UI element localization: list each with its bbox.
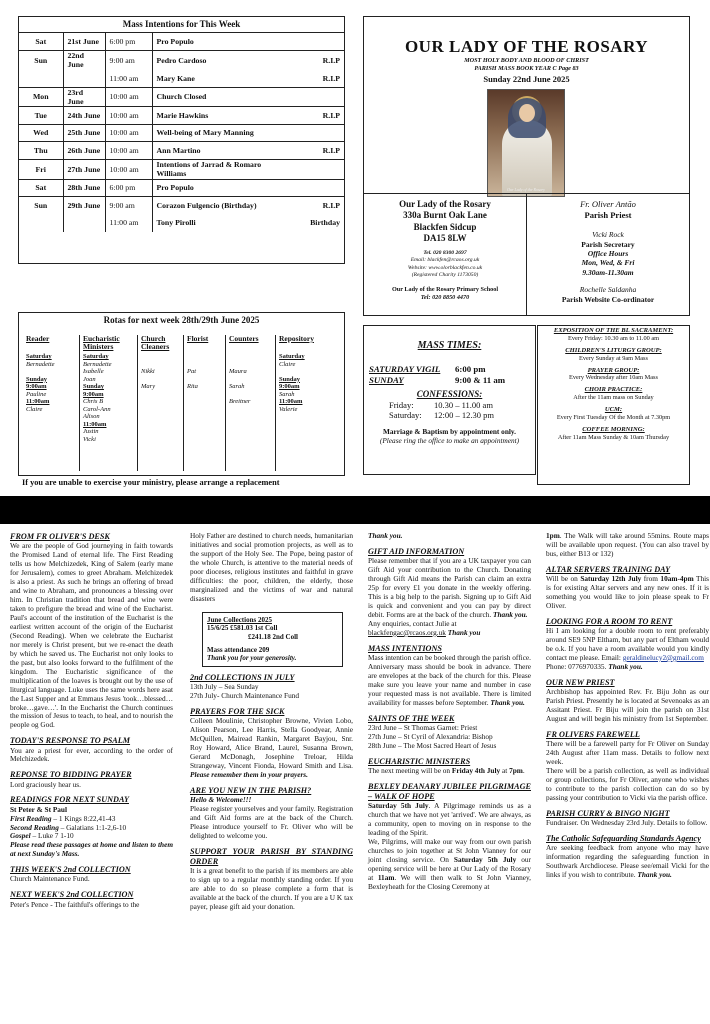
- rotas-grid: [23, 335, 340, 471]
- group-detail: Every Wednesday after 10am Mass: [569, 374, 658, 382]
- group-detail: After 11am Mass Sunday & 10am Thursday: [557, 433, 670, 441]
- mass-intentions-box: [18, 16, 345, 264]
- rota-entry: [187, 353, 222, 361]
- mass-attendance: Mass attendance 209: [207, 645, 270, 654]
- standing-order-thanks: Thank you.: [368, 531, 403, 540]
- saint-item: 27th June – St Cyril of Alexandria: Bishop: [368, 731, 493, 741]
- curry-night-text: Fundraiser. On Wednesday 23rd July. Details to follow.: [546, 817, 708, 827]
- rota-entry: Rita: [187, 383, 198, 390]
- altar-servers-title: ALTAR SERVERS TRAINING DAY: [546, 564, 671, 574]
- group-title: EXPOSITION OF THE BL SACRAMENT:: [553, 327, 674, 334]
- bexley-date: Saturday 5th July: [368, 800, 429, 810]
- safeguarding-title: The Catholic Safeguarding Standards Agency: [546, 833, 701, 843]
- rota-column: [23, 335, 79, 471]
- mass-intention-day: Fri: [19, 159, 63, 179]
- mass-intention-time: 10:00 am: [105, 124, 152, 142]
- mass-intention-row: [19, 214, 344, 232]
- july-collections-title: 2nd COLLECTIONS IN JULY: [190, 672, 295, 682]
- reading2: – Galatians 1:1-2,6-10: [58, 822, 127, 832]
- bexley-continued: . The Walk will take around 55mins. Route maps will be available upon request. (You can also travel by bus, either B13 or 132): [546, 531, 709, 558]
- rota-column: [183, 335, 225, 471]
- rota-entry: Claire: [279, 360, 296, 368]
- vigil-time: 6:00 pm: [455, 364, 486, 374]
- mass-intention-time: 11:00 am: [105, 214, 152, 232]
- bexley-title: BEXLEY DEANARY JUBILEE PILGRIMAGE – WALK OF HOPE: [368, 781, 531, 801]
- sunday-date: Sunday 22nd June 2025: [483, 74, 570, 84]
- new-hello: Hello & Welcome!!!: [190, 794, 252, 804]
- rota-entry: [26, 368, 76, 376]
- mass-intention-note: R.I.P: [296, 142, 344, 160]
- rota-entry: Joan: [83, 375, 96, 383]
- rota-header: Counters: [229, 334, 259, 343]
- mass-intention-day: Wed: [19, 124, 63, 142]
- collections-thanks: Thank you for your generosity.: [207, 654, 297, 663]
- em-date: Friday 4th July: [451, 765, 501, 775]
- next-collection-text: Peter's Pence - The faithful's offerings to the: [10, 899, 140, 909]
- web-coordinator-role: Parish Website Co-ordinator: [561, 294, 655, 304]
- mass-intention-time: 10:00 am: [105, 159, 152, 179]
- bexley-text-2: We, Pilgrims, will make our way from our own parish churches to join together at St John Vianney for our joint closing service. On: [368, 836, 531, 864]
- readings-title: READINGS FOR NEXT SUNDAY: [10, 795, 129, 805]
- rotas-box: [18, 312, 345, 476]
- address-line: Our Lady of the Rosary: [399, 199, 491, 209]
- mass-times-box: [363, 325, 536, 475]
- group-title: CHOIR PRACTICE:: [584, 386, 643, 394]
- priest-role: Parish Priest: [584, 209, 632, 220]
- mass-intention-day: Sat: [19, 33, 63, 51]
- collection-line-1: 15/6/25 £581.03 1st Coll: [207, 624, 278, 633]
- em-title: EUCHARISTIC MINISTERS: [368, 756, 471, 766]
- rota-column: [225, 335, 275, 471]
- mass-intention-day: Thu: [19, 142, 63, 160]
- saints-title: SAINTS OF THE WEEK: [368, 713, 455, 723]
- group-title: PRAYER GROUP:: [587, 366, 640, 374]
- rota-entry: [141, 361, 180, 369]
- mass-intention-day: Tue: [19, 107, 63, 125]
- mass-intention-time: 10:00 am: [105, 107, 152, 125]
- rota-entry: Pauline: [26, 390, 47, 398]
- bexley-text-1: . A Pilgrimage reminds us as a church that we have not yet 'arrived'. We are always, as a community, open to moving on in response to the leading of the Spirit.: [368, 800, 531, 837]
- mass-intention-note: R.I.P: [296, 107, 344, 125]
- mass-intention-time: 6:00 pm: [105, 179, 152, 197]
- parish-address: [364, 199, 526, 301]
- our-lady-image: [487, 89, 565, 197]
- this-collection-text: Church Maintenance Fund.: [10, 874, 90, 884]
- mass-intention-row: [19, 197, 344, 215]
- new-text: Please register yourselves and your family. Registration and Gift Aid forms are at the back of the Church. Please introduce yourself to Fr. Oliver who will be delighted to welcome you.: [190, 803, 353, 840]
- rota-entry: Valerie: [279, 405, 298, 413]
- confessions-title: CONFESSIONS:: [416, 389, 483, 400]
- text-column-4: [546, 532, 709, 880]
- saint-item: 28th June – The Most Sacred Heart of Jesus: [368, 740, 497, 750]
- group-detail: After the 11am mass on Sunday: [573, 394, 654, 402]
- rota-entry: 9:00am: [26, 383, 47, 390]
- text-column-3: Thank you. GIFT AID INFORMATION Please remember that if you are a UK taxpayer you can Gift Aid your contribution to the Church. Donating through Gift Aid means the Parish can claim an extra 25p for every £1 you donate in the weekly offering. This is a big help to the parish. Signing up to Gift Aid is quick and convenient and you can pay by direct debit. Forms are at the back of the church. Thank you. Any enquiries, contact Julie at blackfengac@rcaos.org.uk Thank you MASS INTENTIONS Mass intention can be booked through the parish office. Anniversary mass should be book in advance. There are envelopes at the back of the church for this. Please make sure you leave your name and number in case your requested mass is not available. There is limited availability for masses before September. Thank you. SAINTS OF THE WEEK 23rd June – St Thomas Garnet: Priest 27th June – St Cyril of Alexandria: Bishop 28th June – The Most Sacred Heart of Jesus EUCHARISTIC MINISTERS The next meeting will be on Friday 4th July at 7pm. BEXLEY DEANARY JUBILEE PILGRIMAGE – WALK OF HOPE Saturday 5th July. A Pilgrimage reminds us as a church that we have not yet 'arrived'. We are always, as a community, open to moving on in response to the leading of the Spirit. We, Pilgrims, will make our way from our own parish churches to join together at St John Vianney for our joint closing service. On Saturday 5th July our opening service will be here at Our Lady of the Rosary at 11am. We will then walk to St John Vianney, Bexleyheath for the Closing Ceremony at: [368, 531, 531, 891]
- gift-aid-text: Please remember that if you are a UK taxpayer you can Gift Aid your contribution to the Church. Donating through Gift Aid means the Parish can claim an extra 25p for every £1 you donate in the weekly offering. This is a big help to the parish. Signing up to Gift Aid is quick and convenient and you can pay by direct debit. Forms are at the back of the church.: [368, 556, 531, 619]
- bexley-text-4: . We will then walk to St John Vianney, Bexleyheath for the Closing Ceremony at: [368, 872, 531, 891]
- rota-entry: [141, 353, 180, 361]
- mass-book-subtitle: PARISH MASS BOOK YEAR C Page 83: [474, 65, 579, 72]
- mass-intention-intention: Corazon Fulgencio (Birthday): [156, 200, 257, 210]
- mass-intention-note: R.I.P: [322, 200, 340, 210]
- mass-intention-time: 11:00 am: [105, 70, 152, 88]
- rota-column: [275, 335, 325, 471]
- sick-list: Colleen Moulinie, Christopher Browne, Vivien Lobo, Alison Pearson, Lee Harris, Stella Goodyear, Annie McQuillen, Mairead Rankin, Margaret Bayjou, Snr. Roy Howard, Alice Brand, Laurel, Susanna Brown, Gerard McDonagh, Josephine Treloar, Hilda Strangeway, Vincent Fionda, Howard Smith and Lisa.: [190, 715, 353, 770]
- room-rent-title: LOOKING FOR A ROOM TO RENT: [546, 616, 673, 626]
- rota-entry: Sunday: [83, 383, 104, 390]
- address-line: 330a Burnt Oak Lane: [403, 210, 487, 221]
- room-rent-email-link[interactable]: geraldinelucy2@gmail.com: [622, 652, 704, 662]
- sick-title: PRAYERS FOR THE SICK: [190, 706, 285, 716]
- mass-intentions-thanks: Thank you.: [490, 697, 525, 707]
- mass-intention-intention: Tony Pirolli: [156, 218, 196, 228]
- gift-aid-thanks-2: Thank you: [447, 627, 481, 637]
- rota-header: Eucharistic Ministers: [83, 334, 120, 352]
- parish-tel: Tel. 020 8300 2697: [423, 250, 467, 256]
- office-hours-days: Mon, Wed, & Fri: [581, 258, 635, 268]
- bexley-time: 11am: [377, 872, 395, 882]
- mass-intention-note: [296, 179, 344, 197]
- text-column-2: [190, 532, 353, 912]
- bexley-closing-time: 1pm: [546, 531, 560, 540]
- mass-intention-note: [296, 33, 344, 51]
- desk-text: We are the people of God journeying in faith towards the Promised Land of eternal life. The First Reading tells us how Melchizedek, King of Salem (early mane for Jerusalem), comes to greet Abraham. Melchizedek is also a priest. As such he brings an offering of bread and wine to Abraham, and pronounces a blessing over him. In Christian tradition that bread and wine were taken to prefigure the bread and wine of the Eucharist. Paul's account of the institution of the Eucharist is the earliest written account of the origin of the Eucharist (Second Reading). When we celebrate the Eucharist nor merely is Christ present, but we re-enact the death by which he saved us. The Eucharist not only looks to the past, but also looks forward to the fulfilment of the kingdom. The Eucharistic significance of the multiplication of the loaves is brought out by the use of liturgical language. Luke uses the same words here asat the Last Supper and at Emmaus Jesus 'took…blessed…broke…gave…'. In the Eucharist the Church continues the mission of Jesus to teach, to heal, and to nourish the people og God.: [10, 541, 173, 730]
- mass-intentions-info-title: MASS INTENTIONS: [368, 643, 442, 653]
- rota-entry: [229, 391, 272, 399]
- rota-entry: Isabelle: [83, 368, 104, 375]
- rota-entry: [229, 376, 272, 384]
- rota-entry: Claire: [26, 405, 43, 413]
- altar-text-3: This is for existing Altar servers and any new ones. If it is something you would like to join please speak to Fr Oliver.: [546, 573, 709, 610]
- rota-entry: 11:00am: [279, 398, 303, 405]
- rota-entry: [279, 368, 322, 376]
- mass-intention-row: [19, 179, 344, 197]
- em-time: 7pm: [509, 765, 523, 775]
- rota-entry: Saturday: [83, 353, 109, 360]
- group-title: UCM:: [604, 406, 623, 414]
- farewell-text-2: There will be a parish collection, as well as individual or group collections, for Fr Oliver, anyone who wishes to contribute to the parish collection can do so by passing your contribution to Vicki via the parish office.: [546, 765, 709, 802]
- clergy-staff: [527, 199, 689, 304]
- rota-entry: Chris B: [83, 398, 104, 405]
- next-collection-title: NEXT WEEK'S 2nd COLLECTION: [10, 890, 134, 900]
- rota-entry: Sarah: [229, 383, 245, 390]
- image-caption: Our Lady of the Rosary: [507, 187, 545, 193]
- mass-intention-date: 22nd June: [63, 51, 105, 70]
- room-rent-thanks: Thank you.: [608, 661, 643, 671]
- mass-intentions-info-text: Mass intention can be booked through the parish office. Anniversary mass should be book in advance. There are envelopes at the back of the church for this. Please make sure you leave your name and number in case your requested mass is not available. There is limited availability for masses before September.: [368, 652, 531, 707]
- em-text: The next meeting will be on: [368, 765, 451, 775]
- gift-aid-contact: Any enquiries, contact Julie at: [368, 618, 457, 628]
- mass-intention-row: [19, 142, 344, 160]
- mass-intention-row: [19, 87, 344, 107]
- parish-groups-box: [537, 325, 690, 485]
- mass-intention-date: [63, 70, 105, 88]
- rota-entry: Carol-Ann: [83, 405, 111, 413]
- office-hours-time: 9.30am-11.30am: [582, 267, 634, 277]
- group-title: COFFEE MORNING:: [582, 425, 645, 433]
- rota-entry: Mary: [141, 383, 156, 390]
- address-line: DA15 8LW: [423, 232, 467, 243]
- new-parishioners-title: ARE YOU NEW IN THE PARISH?: [190, 785, 312, 795]
- rota-entry: Saturday: [279, 353, 305, 360]
- farewell-title: FR OLIVERS FAREWELL: [546, 729, 640, 739]
- gospel-label: Gospel: [10, 831, 31, 841]
- altar-text-2: from: [643, 573, 658, 583]
- rota-header: Reader: [26, 334, 50, 343]
- rota-entry: [229, 353, 272, 361]
- mass-intention-date: 21st June: [63, 33, 105, 51]
- em-at: at: [501, 765, 508, 775]
- mass-intention-row: [19, 159, 344, 179]
- address-line: Blackfen Sidcup: [413, 221, 477, 232]
- mass-intention-day: Sat: [19, 179, 63, 197]
- mass-intention-intention: Ann Martino: [152, 142, 296, 160]
- bexley-text-3: our opening service will be here at Our Lady of the Rosary at: [368, 854, 531, 882]
- farewell-text: There will be a farewell party for Fr Oliver on Sunday 24th August after 11am mass. Details to follow next week.: [546, 738, 709, 766]
- parish-website[interactable]: Website: www.olorblackfen.co.uk: [407, 264, 483, 271]
- mass-intentions-table: [19, 33, 344, 232]
- mass-intention-note: [296, 159, 344, 179]
- mass-intention-note: R.I.P: [296, 70, 344, 88]
- web-coordinator-name: Rochelle Saldanha: [579, 285, 637, 295]
- mass-intention-intention: Well-being of Mary Manning: [152, 124, 296, 142]
- rota-entry: [187, 376, 222, 384]
- july-collection-1: 13th July – Sea Sunday: [190, 681, 259, 691]
- mass-intention-date: 25th June: [63, 124, 105, 142]
- mass-intention-date: 26th June: [63, 142, 105, 160]
- safeguarding-text: Are seeking feedback from anyone who may have information regarding the safeguarding function in Southwark Archdiocese. Please see/email Vicki for the links if you wish to contribute.: [546, 842, 709, 879]
- school-name: Our Lady of the Rosary Primary School: [391, 286, 499, 294]
- rota-header: Florist: [187, 334, 209, 343]
- rota-entry: Bernadette: [83, 360, 112, 368]
- mass-intention-intention: Mary Kane: [152, 70, 296, 88]
- mass-intentions-title: Mass Intentions for This Week: [19, 17, 344, 33]
- mass-intention-intention: Intentions of Jarrad & Romaro Williams: [152, 159, 296, 179]
- rota-entry: 9:00am: [83, 390, 104, 398]
- rota-entry: Maura: [229, 368, 247, 375]
- rota-entry: Sarah: [279, 390, 295, 398]
- mass-intention-intention: Pedro Cardoso: [156, 55, 207, 65]
- room-rent-text: Hi I am looking for a double room to rent preferably around SE9 5NP Eltham, but any part of Eltham would be o.k. If you have a room available would you kindly contact me please. Email:: [546, 625, 709, 662]
- rota-header: Church Cleaners: [141, 334, 170, 352]
- bidding-title: REPONSE TO BIDDING PRAYER: [10, 770, 132, 780]
- vigil-label: SATURDAY VIGIL: [369, 364, 441, 374]
- room-rent-phone: Phone: 0776970335.: [546, 661, 607, 671]
- mass-intention-note: [296, 124, 344, 142]
- readings-note: Please read these passages at home and listen to them at next Sunday's Mass.: [10, 840, 173, 859]
- rota-entry: Breitner: [229, 398, 251, 405]
- safeguarding-thanks: Thank you.: [637, 869, 672, 879]
- readings-feast: St Peter & St Paul: [10, 804, 68, 814]
- mass-intention-note: Birthday: [310, 218, 340, 228]
- school-tel: Tel: 020 8850 4470: [420, 293, 470, 301]
- psalm-text: You are a priest for ever, according to the order of Melchizedek.: [10, 745, 173, 764]
- mass-intention-row: [19, 51, 344, 70]
- pence-continued: Holy Father are destined to church needs, humanitarian initiatives and social promotion projects, as well as to the support of the Holy See. The Pope, being pastor of the whole Church, is attentive to the material needs of poor dioceses, religious institutes and faithful in grave difficulties: the poor, children, the elderly, those marginalized and the victims of war and natural disasters: [190, 531, 353, 603]
- gospel: – Luke 7 1-10: [30, 831, 74, 841]
- mass-intention-intention: Church Closed: [152, 87, 296, 107]
- rotas-title: Rotas for next week 28th/29th June 2025: [103, 315, 260, 325]
- mass-intention-day: Sun: [19, 197, 63, 215]
- mass-intention-row: [19, 107, 344, 125]
- mass-intention-date: 29th June: [63, 197, 105, 215]
- group-detail: Every First Tuesday Of the Month at 7.30pm: [556, 413, 671, 421]
- july-collection-2: 27th July- Church Maintenance Fund: [190, 690, 300, 700]
- rota-entry: 9:00am: [279, 383, 300, 390]
- mass-intention-date: 24th June: [63, 107, 105, 125]
- rota-entry: Pat: [187, 368, 197, 375]
- reading1-label: First Reading: [10, 813, 52, 823]
- mass-intention-date: 28th June: [63, 179, 105, 197]
- rota-header: Repository: [279, 334, 314, 343]
- altar-time: 10am-4pm: [660, 573, 694, 583]
- mass-intention-date: 23rd June: [63, 87, 105, 107]
- mass-intention-day: [19, 70, 63, 88]
- appointment-note: (Please ring the office to make an appointment): [379, 436, 520, 446]
- rota-entry: [141, 376, 180, 384]
- gift-aid-title: GIFT AID INFORMATION: [368, 546, 465, 556]
- mass-intention-date: 27th June: [63, 159, 105, 179]
- parish-name: OUR LADY OF THE ROSARY: [404, 37, 649, 56]
- confession-friday-time: 10.30 – 11.00 am: [434, 399, 493, 410]
- rota-entry: Sunday: [279, 375, 300, 383]
- mass-intention-time: 9:00 am: [105, 51, 152, 70]
- rota-entry: Bernadette: [26, 360, 55, 368]
- rota-entry: Saturday: [26, 353, 52, 360]
- mass-intention-intention: Pro Populo: [152, 179, 296, 197]
- collections-title: June Collections 2025: [207, 615, 272, 624]
- standing-order-title: SUPPORT YOUR PARISH BY STANDING ORDER: [190, 846, 353, 866]
- altar-text-1: Will be on: [546, 573, 578, 583]
- sunday-label: SUNDAY: [369, 374, 404, 385]
- rota-entry: Nikki: [141, 368, 155, 375]
- mass-intention-date: [63, 214, 105, 232]
- new-priest-title: OUR NEW PRIEST: [546, 677, 615, 687]
- group-detail: Every Friday: 10.30 am to 11.00 am: [567, 334, 660, 342]
- feast-subtitle: MOST HOLY BODY AND BLOOD OF CHRIST: [464, 57, 589, 64]
- mass-intention-day: Sun: [19, 51, 63, 70]
- rota-column: [79, 335, 137, 471]
- this-collection-title: THIS WEEK'S 2nd COLLECTION: [10, 865, 131, 875]
- marriage-baptism-note: Marriage & Baptism by appointment only.: [383, 427, 516, 437]
- rotas-note: If you are unable to exercise your ministry, please arrange a replacement: [22, 478, 280, 487]
- mass-intention-row: [19, 70, 344, 88]
- parish-header-box: [363, 16, 690, 316]
- reading1: – 1 Kings 8:22,41-43: [51, 813, 116, 823]
- gift-aid-email-link[interactable]: blackfengac@rcaos.org.uk: [368, 627, 446, 637]
- rota-entry: 11:00am: [83, 420, 107, 428]
- mass-intention-intention: Marie Hawkins: [152, 107, 296, 125]
- curry-night-title: PARISH CURRY & BINGO NIGHT: [546, 808, 670, 818]
- parish-email[interactable]: Email: blackfen@rcaos.org.uk: [410, 257, 480, 264]
- confession-saturday-label: Saturday:: [389, 410, 422, 421]
- charity-number: (Registered Charity 1173050): [411, 271, 479, 278]
- rota-entry: Justin: [83, 428, 99, 435]
- mass-intention-row: [19, 124, 344, 142]
- group-detail: Every Sunday at 9am Mass: [579, 354, 648, 362]
- mass-intention-time: 6:00 pm: [105, 33, 152, 51]
- reading2-label: Second Reading: [10, 822, 59, 832]
- secretary-name: Vicki Rock: [592, 230, 624, 240]
- mass-intention-time: 9:00 am: [105, 197, 152, 215]
- rota-entry: 11:00am: [26, 398, 50, 405]
- rota-entry: Alison: [83, 413, 100, 420]
- saint-item: 23rd June – St Thomas Garnet: Priest: [368, 722, 478, 732]
- confession-saturday-time: 12:00 – 12.30 pm: [434, 410, 494, 421]
- mass-intention-row: [19, 33, 344, 51]
- collection-line-2: £241.18 2nd Coll: [248, 632, 298, 641]
- new-priest-text: Archbishop has appointed Rev. Fr. Biju John as our Parish Priest. Presently he is located at Sevenoaks as an Assitant Priest. Fr Biju will join the parish on 31st August and will begin his ministry from 1st September.: [546, 686, 709, 723]
- sick-prayer-note: Please remember them in your prayers.: [190, 769, 308, 779]
- rota-entry: [229, 361, 272, 369]
- mass-intention-note: R.I.P: [322, 55, 340, 65]
- collections-box: [202, 612, 343, 667]
- gift-aid-thanks: Thank you.: [493, 609, 528, 619]
- rota-entry: Vicki: [83, 435, 96, 443]
- mass-intention-time: 10:00 am: [105, 87, 152, 107]
- separator-band: [0, 496, 710, 524]
- priest-name: Fr. Oliver Antão: [580, 199, 636, 209]
- bidding-text: Lord graciously hear us.: [10, 779, 81, 789]
- mass-intention-day: [19, 214, 63, 232]
- rota-column: [137, 335, 183, 471]
- rota-entry: [187, 361, 222, 369]
- mass-intention-note: [296, 87, 344, 107]
- office-hours-label: Office Hours: [587, 249, 629, 258]
- text-column-1: [10, 532, 173, 909]
- mass-intention-day: Mon: [19, 87, 63, 107]
- rota-entry: Sunday: [26, 375, 47, 383]
- bexley-date-2: Saturday 5th July: [453, 854, 517, 864]
- mass-intention-time: 10:00 am: [105, 142, 152, 160]
- group-title: CHILDREN'S LITURGY GROUP:: [565, 346, 662, 354]
- mass-intention-intention: Pro Populo: [152, 33, 296, 51]
- confession-friday-label: Friday:: [389, 399, 414, 410]
- desk-title: FROM FR OLIVER'S DESK: [10, 532, 110, 541]
- sunday-time: 9:00 & 11 am: [455, 374, 506, 385]
- standing-order-text: It is a great benefit to the parish if its members are able to sign up to a regular monthly standing order. If you are able to do so please complete a form that is available at the back of the church. If you are a U K tax payer, please gift aid your donation.: [190, 865, 353, 911]
- mass-times-title: MASS TIMES:: [417, 340, 482, 351]
- psalm-title: TODAY'S RESPONSE TO PSALM: [10, 736, 131, 746]
- secretary-role: Parish Secretary: [581, 239, 635, 249]
- altar-date: Saturday 12th July: [580, 573, 642, 583]
